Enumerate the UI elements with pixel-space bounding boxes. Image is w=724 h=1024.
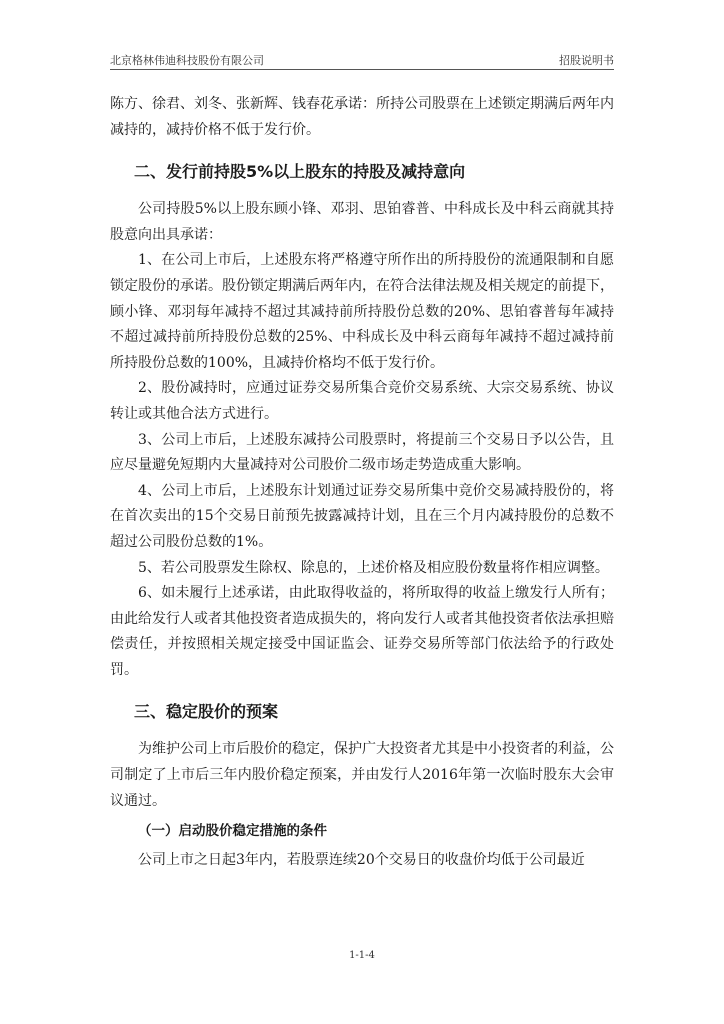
section-2-paragraph-4: 4、公司上市后，上述股东计划通过证券交易所集中竞价交易减持股份的，将在首次卖出的15个交易日前预先披露减持计划，且在三个月内减持股份的总数不超过公司股份总数的1%。 bbox=[110, 482, 614, 550]
section-2-paragraph-2: 2、股份减持时，应通过证券交易所集合竞价交易系统、大宗交易系统、协议转让或其他合法方式进行。 bbox=[110, 380, 614, 422]
section-2-heading: 二、发行前持股5%以上股东的持股及减持意向 bbox=[134, 162, 466, 182]
section-3-paragraph-1: 为维护公司上市后股价的稳定，保护广大投资者尤其是中小投资者的利益，公司制定了上市后三年内股价稳定预案，并由发行人2016年第一次临时股东大会审议通过。 bbox=[110, 741, 614, 809]
header-document-type: 招股说明书 bbox=[559, 54, 614, 67]
intro-paragraph: 陈方、徐君、刘冬、张新辉、钱春花承诺：所持公司股票在上述锁定期满后两年内减持的，减持价格不低于发行价。 bbox=[110, 96, 614, 138]
page-number: 1-1-4 bbox=[349, 950, 375, 961]
section-3-heading: 三、稳定股价的预案 bbox=[134, 702, 279, 722]
section-2-paragraph-intro: 公司持股5%以上股东顾小锋、邓羽、思铂睿普、中科成长及中科云商就其持股意向出具承诺： bbox=[110, 201, 614, 243]
section-2-paragraph-1: 1、在公司上市后，上述股东将严格遵守所作出的所持股份的流通限制和自愿锁定股份的承诺。股份锁定期满后两年内，在符合法律法规及相关规定的前提下，顾小锋、邓羽每年减持不超过其减持前所持股份总数的20%、思铂睿普每年减持不超过减持前所持股份总数的25%、中科成长及中科云商每年减持不超过减持前所持股份总数的100%，且减持价格均不低于发行价。 bbox=[110, 252, 614, 371]
section-2-paragraph-6: 6、如未履行上述承诺，由此取得收益的，将所取得的收益上缴发行人所有；由此给发行人或者其他投资者造成损失的，将向发行人或者其他投资者依法承担赔偿责任，并按照相关规定接受中国证监会、证券交易所等部门依法给予的行政处罚。 bbox=[110, 585, 614, 678]
header-divider bbox=[110, 69, 614, 70]
section-3-subheading-1: （一）启动股价稳定措施的条件 bbox=[138, 823, 327, 840]
section-3-paragraph-2: 公司上市之日起3年内，若股票连续20个交易日的收盘价均低于公司最近 bbox=[138, 852, 585, 869]
document-body bbox=[110, 92, 614, 874]
page-header bbox=[110, 52, 614, 68]
section-2-paragraph-3: 3、公司上市后，上述股东减持公司股票时，将提前三个交易日予以公告，且应尽量避免短期内大量减持对公司股价二级市场走势造成重大影响。 bbox=[110, 431, 614, 474]
section-2-paragraph-5: 5、若公司股票发生除权、除息的，上述价格及相应股份数量将作相应调整。 bbox=[138, 559, 609, 576]
header-company-name: 北京格林伟迪科技股份有限公司 bbox=[110, 54, 264, 67]
